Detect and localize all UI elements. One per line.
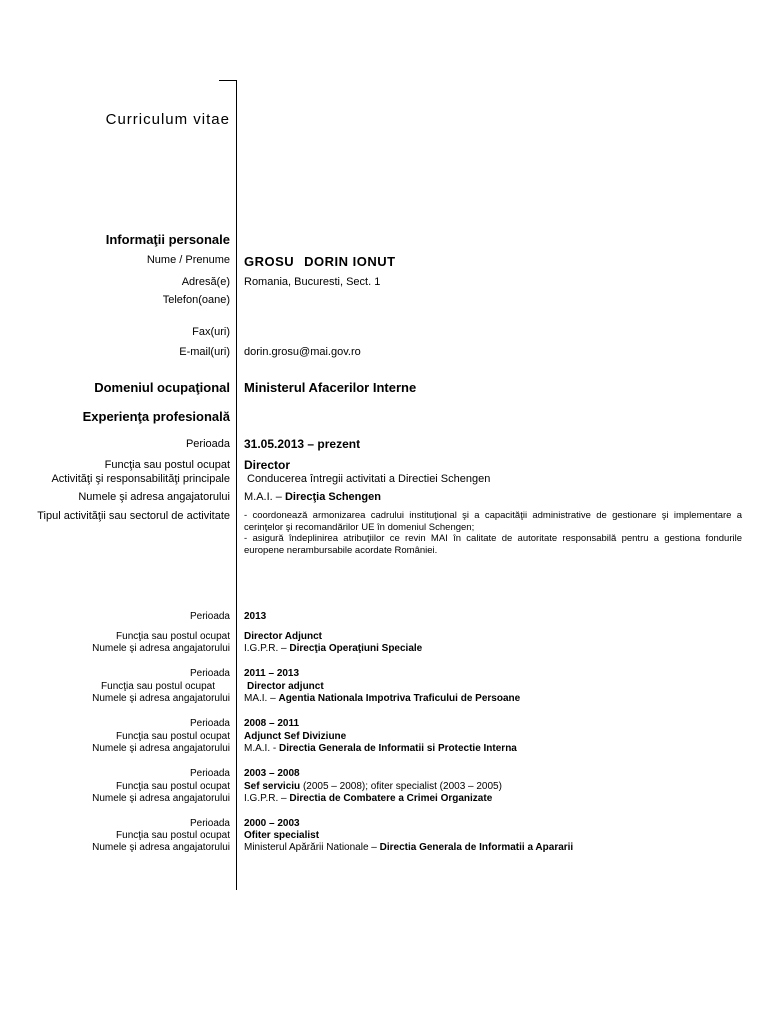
sector-line-1: - coordonează armonizarea cadrului instituţional şi a capacităţii administrative de gestionare şi implementare a cerinţelor şi recomandărilor UE în domeniul Schengen; bbox=[244, 510, 742, 533]
past-period-label: Perioada bbox=[189, 611, 230, 622]
past-function-label: Funcţia sau postul ocupat bbox=[101, 681, 215, 692]
past-employer-value bbox=[244, 793, 492, 804]
past-period-label: Perioada bbox=[189, 668, 230, 679]
phone-label: Telefon(oane) bbox=[162, 294, 230, 306]
past-function-title: Sef serviciu bbox=[244, 781, 301, 792]
activities-value: Conducerea întregii activitati a Directiei Schengen bbox=[247, 473, 491, 485]
past-period-value: 2003 – 2008 bbox=[244, 768, 300, 779]
surname: GROSU bbox=[244, 254, 295, 269]
employer-prefix: M.A.I. – bbox=[244, 491, 282, 503]
past-function-extra: (2005 – 2008); ofiter specialist (2003 – 2005) bbox=[302, 781, 502, 792]
function-value: Director bbox=[244, 458, 291, 472]
personal-info-heading: Informaţii personale bbox=[105, 232, 230, 247]
past-function-label: Funcţia sau postul ocupat bbox=[116, 631, 230, 642]
address-label: Adresă(e) bbox=[181, 276, 230, 288]
given-names: DORIN IONUT bbox=[304, 254, 396, 269]
full-name bbox=[244, 254, 396, 269]
past-employer-prefix: I.G.P.R. – bbox=[244, 793, 287, 804]
address-value: Romania, Bucuresti, Sect. 1 bbox=[244, 276, 381, 288]
domain-label: Domeniul ocupaţional bbox=[94, 380, 230, 395]
past-employer-label: Numele şi adresa angajatorului bbox=[92, 842, 230, 853]
period-label: Perioada bbox=[185, 438, 230, 450]
past-period-value: 2013 bbox=[244, 611, 267, 622]
past-employer-label: Numele şi adresa angajatorului bbox=[92, 743, 230, 754]
past-employer-prefix: Ministerul Apărării Nationale – bbox=[244, 842, 377, 853]
column-divider bbox=[236, 80, 237, 890]
function-label: Funcţia sau postul ocupat bbox=[104, 459, 230, 471]
past-function-value bbox=[244, 781, 502, 792]
past-employer-prefix: I.G.P.R. – bbox=[244, 643, 287, 654]
past-function-title: Ofiter specialist bbox=[244, 830, 320, 841]
fax-label: Fax(uri) bbox=[192, 326, 230, 338]
past-function-label: Funcţia sau postul ocupat bbox=[116, 830, 230, 841]
past-function-title: Adjunct Sef Diviziune bbox=[244, 731, 347, 742]
sector-label: Tipul activităţii sau sectorul de activitate bbox=[37, 510, 230, 522]
past-period-label: Perioada bbox=[189, 768, 230, 779]
past-employer-prefix: M.A.I. - bbox=[244, 743, 277, 754]
past-employer-prefix: MA.I. – bbox=[244, 693, 276, 704]
past-employer-name: Directia de Combatere a Crimei Organizate bbox=[289, 793, 493, 804]
activities-label: Activităţi şi responsabilităţi principale bbox=[51, 473, 230, 485]
experience-heading: Experienţa profesională bbox=[82, 409, 230, 424]
past-period-value: 2000 – 2003 bbox=[244, 818, 300, 829]
past-employer-name: Agentia Nationala Impotriva Traficului de Persoane bbox=[278, 693, 521, 704]
past-function-title: Director Adjunct bbox=[244, 631, 322, 642]
period-value: 31.05.2013 – prezent bbox=[244, 437, 361, 451]
employer-name: Direcţia Schengen bbox=[284, 491, 381, 503]
cv-title: Curriculum vitae bbox=[105, 111, 230, 128]
sector-description bbox=[244, 510, 742, 556]
divider-top-tick bbox=[219, 80, 237, 81]
employer-value bbox=[244, 491, 381, 503]
past-function-label: Funcţia sau postul ocupat bbox=[116, 731, 230, 742]
past-employer-label: Numele şi adresa angajatorului bbox=[92, 693, 230, 704]
past-employer-label: Numele şi adresa angajatorului bbox=[92, 643, 230, 654]
past-period-label: Perioada bbox=[189, 718, 230, 729]
past-employer-name: Directia Generala de Informatii a Apararii bbox=[379, 842, 574, 853]
past-employer-value bbox=[244, 643, 422, 654]
past-function-label: Funcţia sau postul ocupat bbox=[116, 781, 230, 792]
past-function-value bbox=[244, 631, 322, 642]
email-link[interactable]: dorin.grosu@mai.gov.ro bbox=[244, 346, 361, 358]
employer-label: Numele şi adresa angajatorului bbox=[78, 491, 230, 503]
past-employer-value bbox=[244, 693, 520, 704]
past-function-title: Director adjunct bbox=[247, 681, 324, 692]
past-employer-value bbox=[244, 743, 517, 754]
past-period-label: Perioada bbox=[189, 818, 230, 829]
past-employer-value bbox=[244, 842, 573, 853]
sector-line-2: - asigură îndeplinirea atribuţiilor ce revin MAI în calitate de autoritate responsabilă pentru a gestiona fondurile europene nerambursabile acordate României. bbox=[244, 533, 742, 556]
past-function-value bbox=[244, 731, 346, 742]
past-employer-name: Direcţia Operaţiuni Speciale bbox=[289, 643, 423, 654]
past-period-value: 2011 – 2013 bbox=[244, 668, 300, 679]
past-function-value bbox=[247, 681, 324, 692]
past-function-value bbox=[244, 830, 319, 841]
past-employer-name: Directia Generala de Informatii si Protectie Interna bbox=[279, 743, 517, 754]
name-label: Nume / Prenume bbox=[146, 254, 230, 266]
past-employer-label: Numele şi adresa angajatorului bbox=[92, 793, 230, 804]
past-period-value: 2008 – 2011 bbox=[244, 718, 300, 729]
domain-value: Ministerul Afacerilor Interne bbox=[244, 380, 417, 395]
email-label: E-mail(uri) bbox=[179, 346, 230, 358]
